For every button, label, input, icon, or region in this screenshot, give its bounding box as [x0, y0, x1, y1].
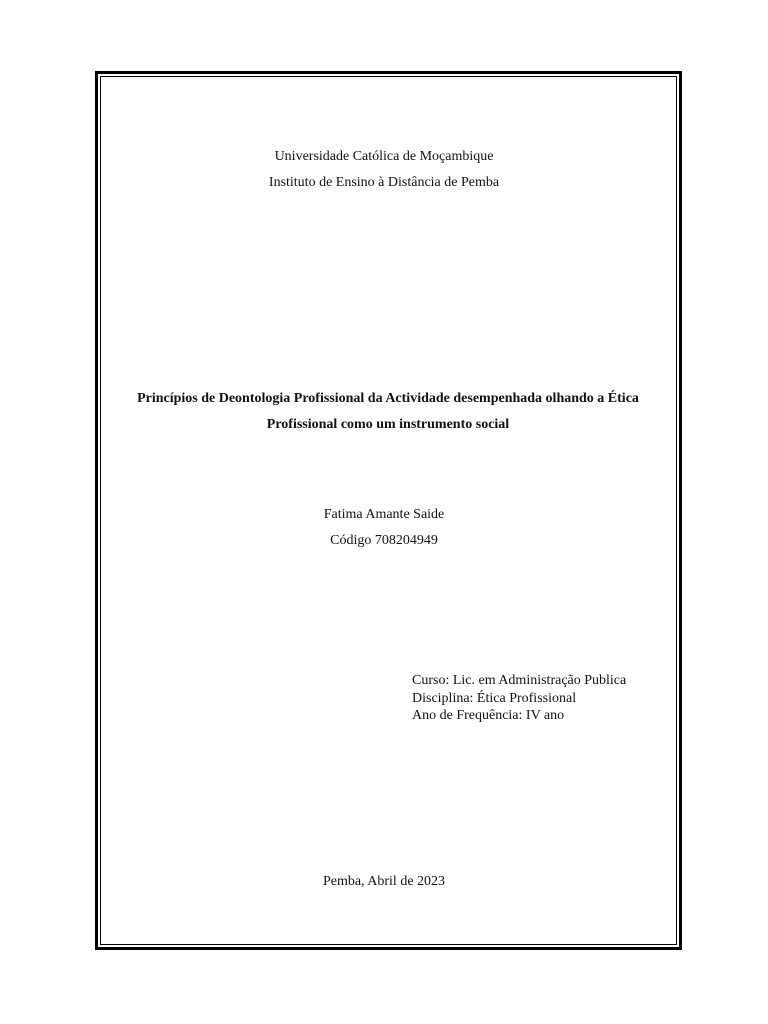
document-title-line-1: Princípios de Deontologia Profissional da Actividade desempenhada olhando a Ética: [137, 391, 639, 406]
place-date: Pemba, Abril de 2023: [322, 874, 446, 889]
document-title-line-2: Profissional como um instrumento social: [266, 417, 510, 432]
course-details: [412, 672, 626, 725]
course-line: Curso: Lic. em Administração Publica: [412, 673, 627, 688]
author-name: Fatima Amante Saide: [323, 507, 445, 522]
discipline-line: Disciplina: Ética Profissional: [412, 690, 577, 706]
student-code: Código 708204949: [330, 533, 438, 548]
university-name: Universidade Católica de Moçambique: [274, 149, 494, 164]
institute-name: Instituto de Ensino à Distância de Pemba: [268, 175, 500, 190]
year-line: Ano de Frequência: IV ano: [412, 708, 565, 723]
